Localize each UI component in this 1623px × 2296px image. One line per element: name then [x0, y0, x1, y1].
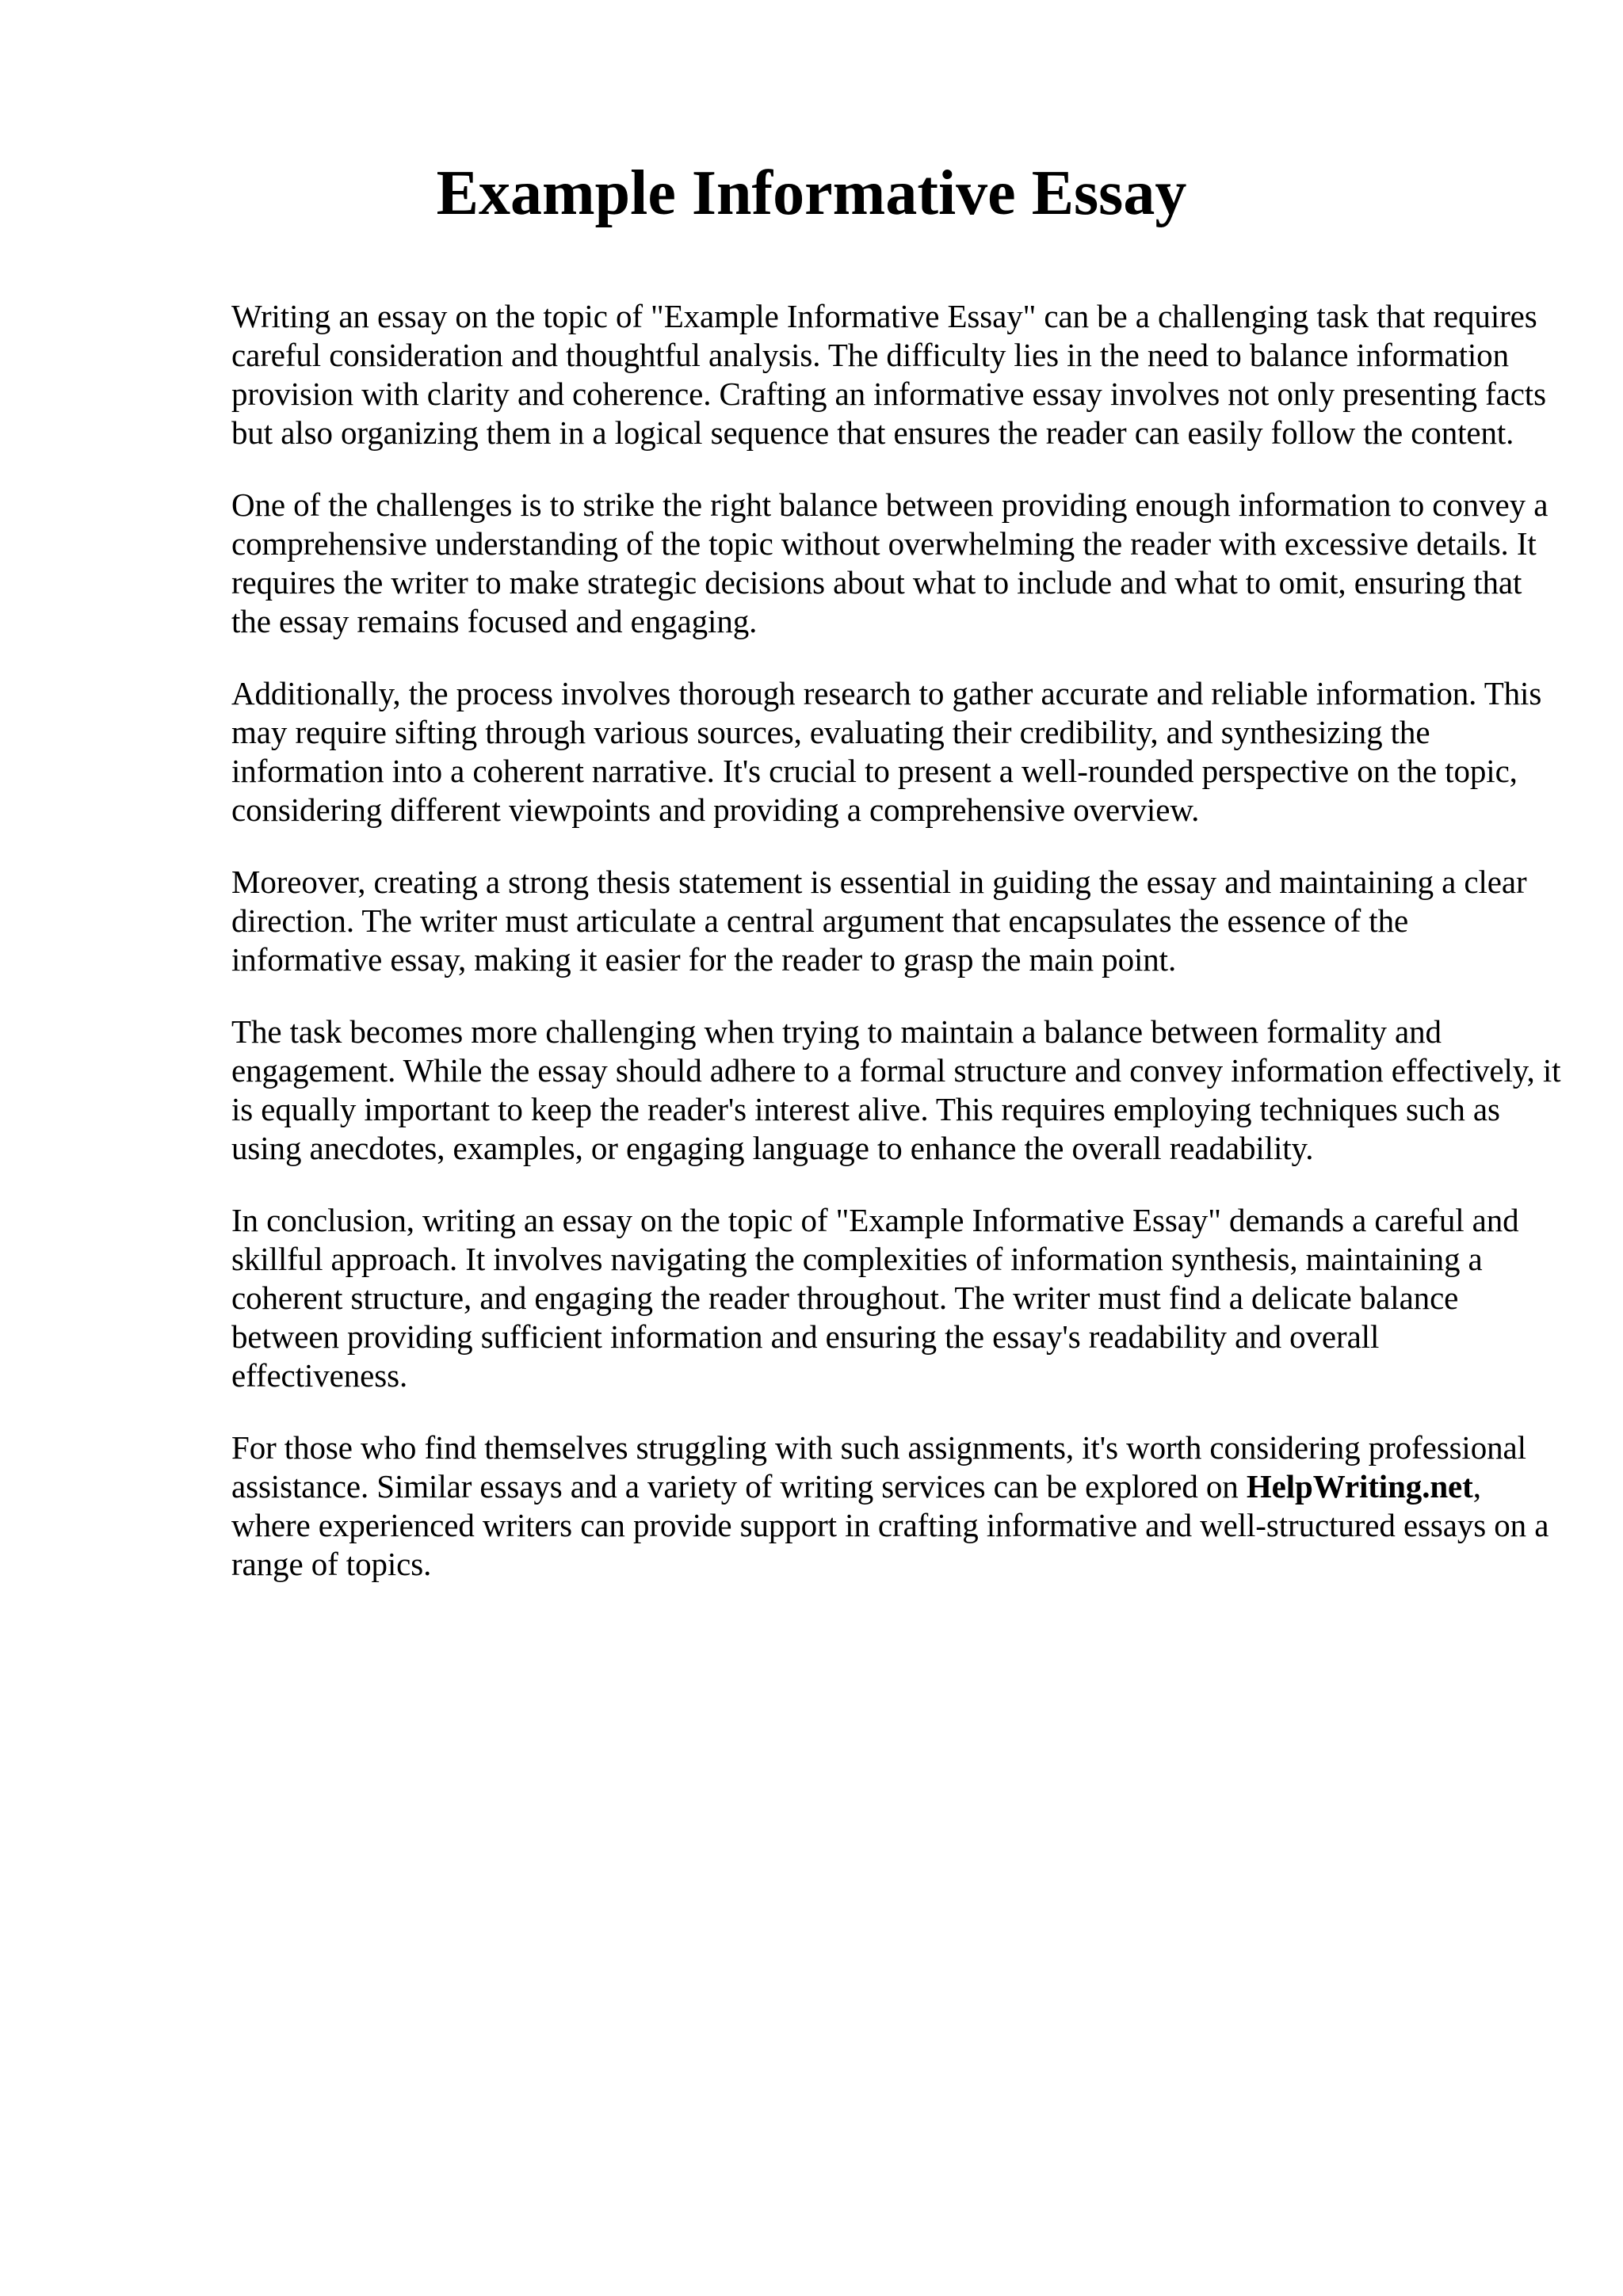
paragraph-5: The task becomes more challenging when trying to maintain a balance between formality and engagement. While the essay should adhere to a formal structure and convey information effectively, it is equally important to keep the reader's interest alive. This requires employing techniques such as using anecdotes, examples, or engaging language to enhance the overall readability.: [231, 1013, 1561, 1166]
closing-text-before-link: For those who find themselves struggling with such assignments, it's worth considering professional assistance. Similar essays and a variety of writing services can be explored on: [231, 1429, 1526, 1505]
closing-paragraph: [231, 1428, 1563, 1584]
helpwriting-link: HelpWriting.net: [1246, 1468, 1473, 1505]
essay-title: Example Informative Essay: [436, 158, 1187, 228]
closing-text-after-link: , where experienced writers can provide support in crafting informative and well-structured essays on a range of topics.: [231, 1468, 1549, 1582]
essay-body: [231, 297, 1563, 1617]
paragraph-4: Moreover, creating a strong thesis statement is essential in guiding the essay and maintaining a clear direction. The writer must articulate a central argument that encapsulates the essence of the informative essay, making it easier for the reader to grasp the main point.: [231, 864, 1527, 978]
paragraph-6: In conclusion, writing an essay on the topic of "Example Informative Essay" demands a careful and skillful approach. It involves navigating the complexities of information synthesis, maintaining a coherent structure, and engaging the reader throughout. The writer must find a delicate balance between providing sufficient information and ensuring the essay's readability and overall effectiveness.: [231, 1202, 1519, 1394]
paragraph-1: Writing an essay on the topic of "Example Informative Essay" can be a challenging task that requires careful consideration and thoughtful analysis. The difficulty lies in the need to balance information provision with clarity and coherence. Crafting an informative essay involves not only presenting facts but also organizing them in a logical sequence that ensures the reader can easily follow the content.: [231, 298, 1546, 451]
paragraph-3: Additionally, the process involves thorough research to gather accurate and reliable information. This may require sifting through various sources, evaluating their credibility, and synthesizing the information into a coherent narrative. It's crucial to present a well-rounded perspective on the topic, considering different viewpoints and providing a comprehensive overview.: [231, 675, 1542, 828]
paragraph-2: One of the challenges is to strike the right balance between providing enough information to convey a comprehensive understanding of the topic without overwhelming the reader with excessive details. It requires the writer to make strategic decisions about what to include and what to omit, ensuring that the essay remains focused and engaging.: [231, 486, 1549, 639]
